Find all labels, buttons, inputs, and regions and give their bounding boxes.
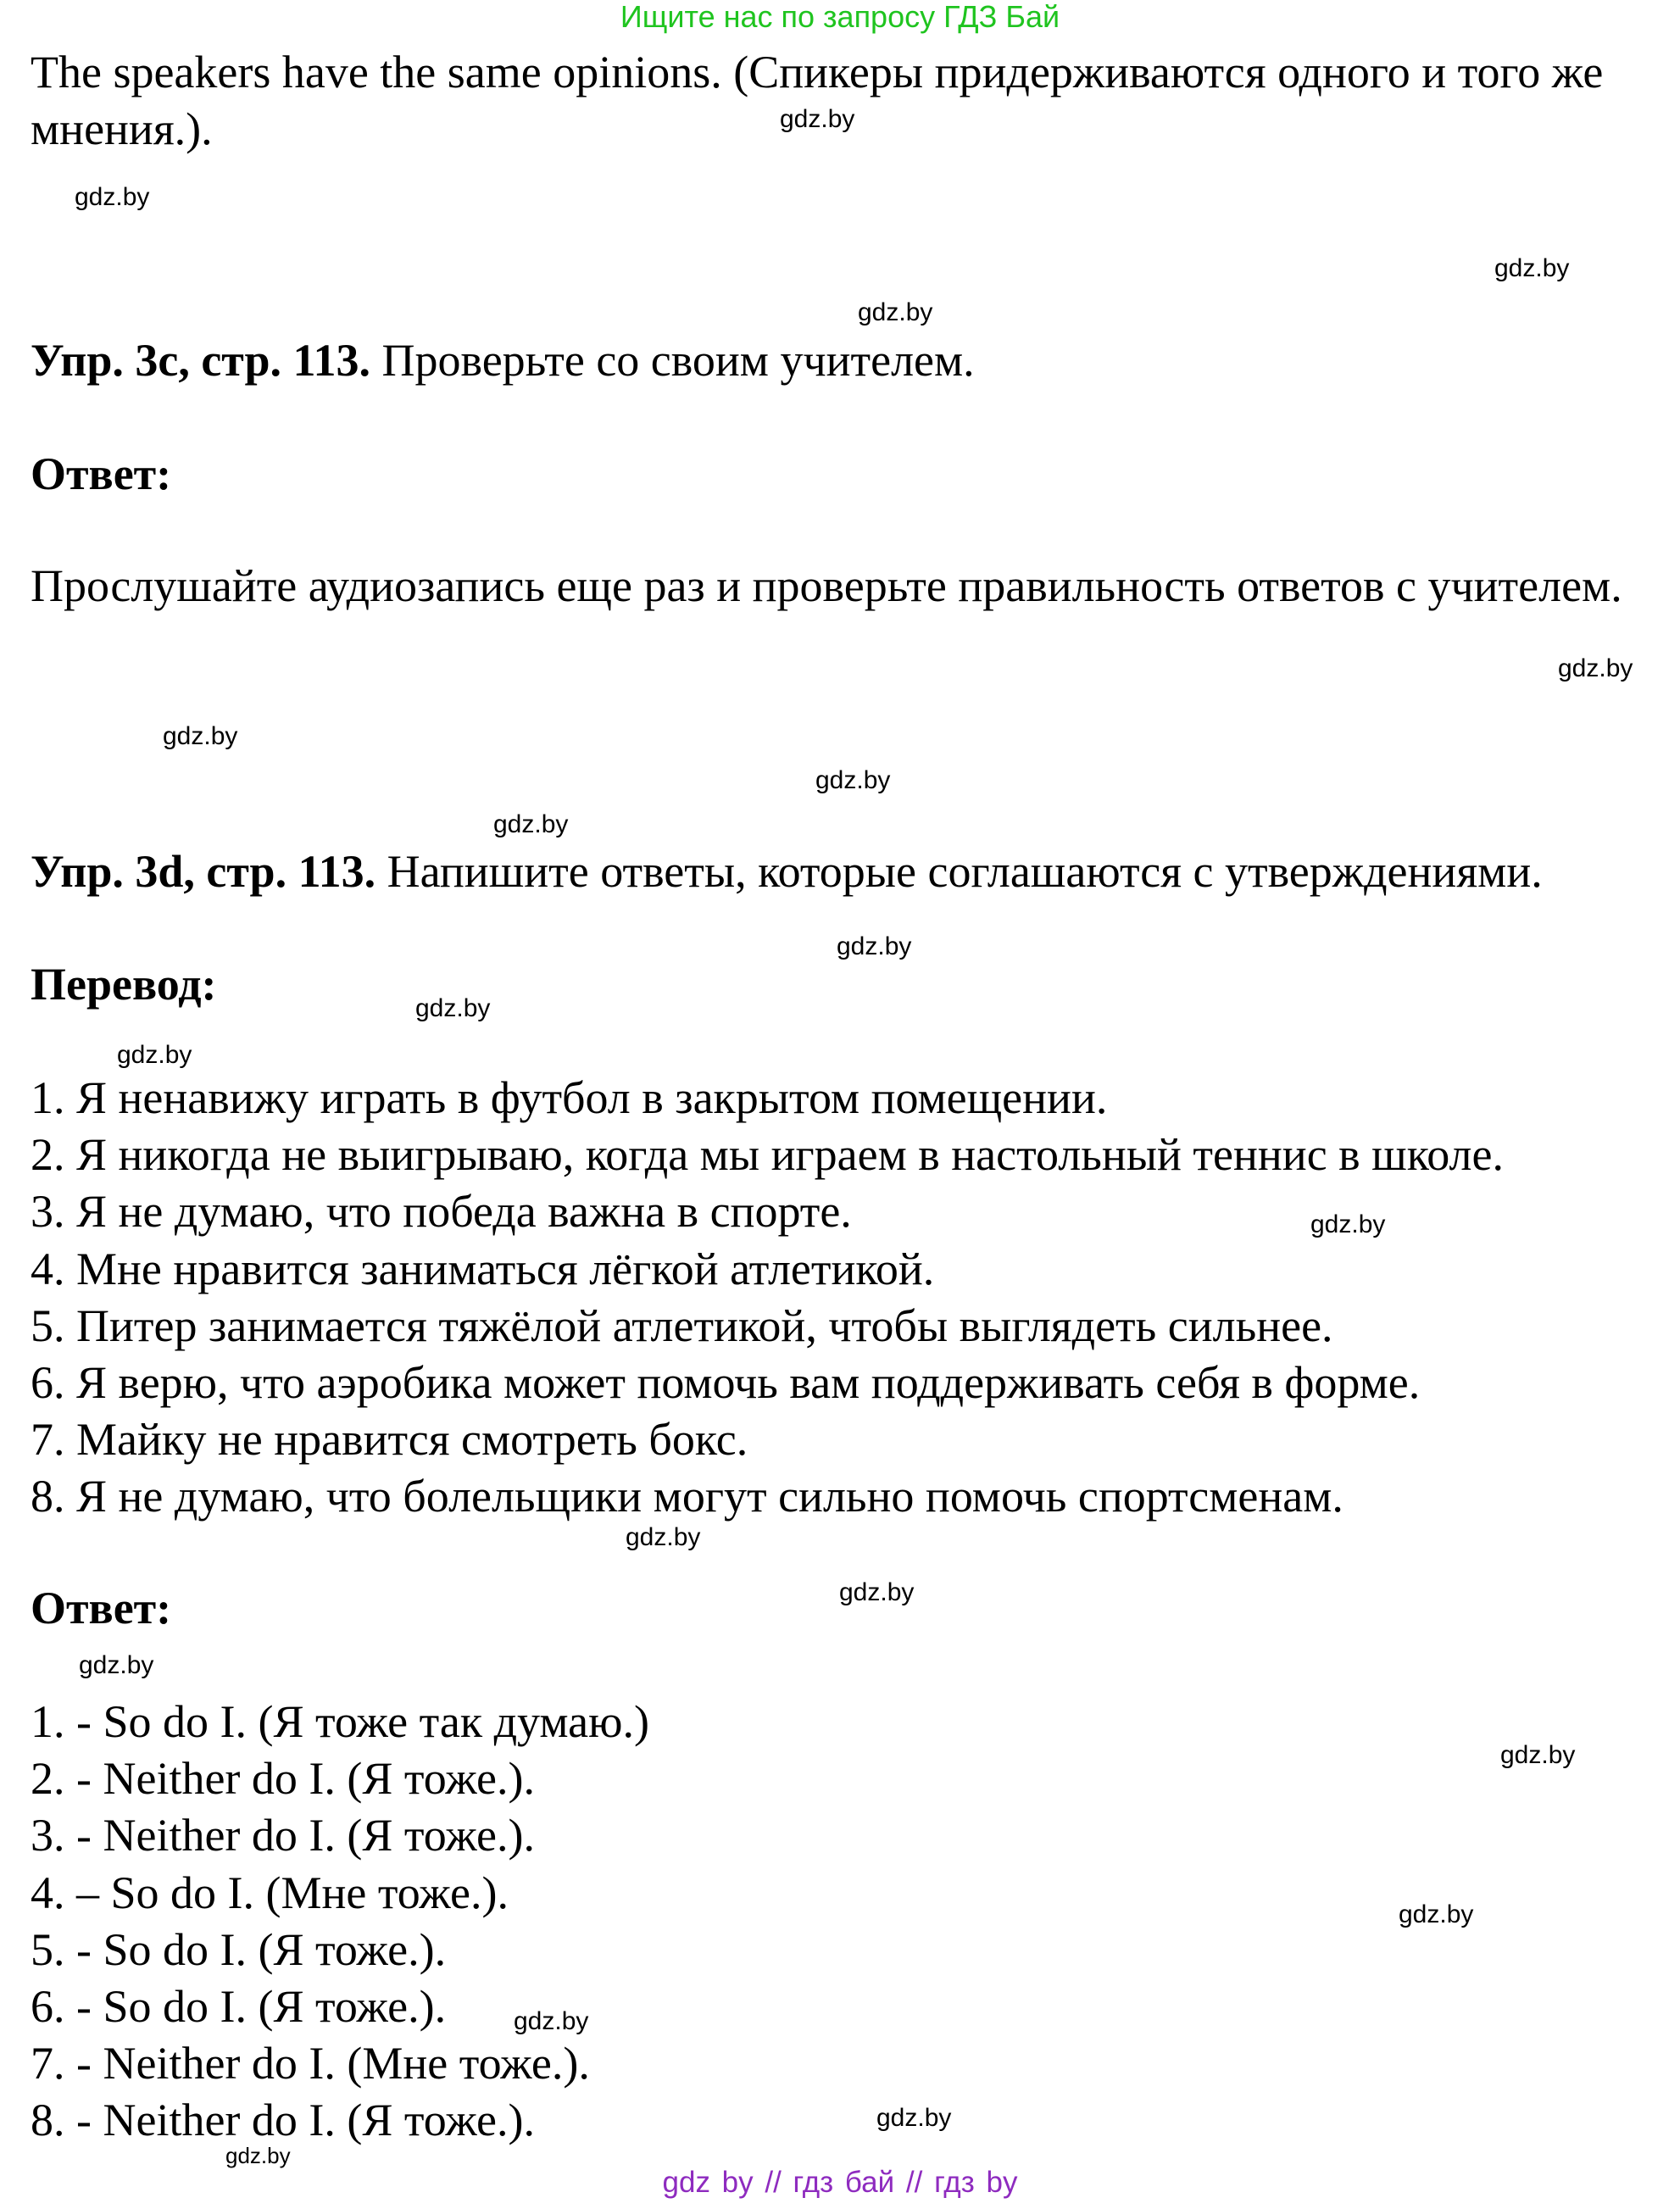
answer-list — [31, 1694, 649, 2150]
list-item: 4. Мне нравится заниматься лёгкой атлетикой. — [31, 1243, 935, 1294]
watermark: gdz.by — [1558, 654, 1633, 682]
exercise-3d-label: Упр. 3d, стр. 113. — [31, 846, 376, 897]
watermark: gdz.by — [163, 722, 238, 750]
list-item: 6. Я верю, что аэробика может помочь вам поддерживать себя в форме. — [31, 1357, 1421, 1409]
list-item: 5. - So do I. (Я тоже.). — [31, 1923, 447, 1975]
list-item: 2. Я никогда не выигрываю, когда мы играем в настольный теннис в школе. — [31, 1129, 1504, 1181]
watermark: gdz.by — [815, 766, 891, 794]
list-item: 3. Я не думаю, что победа важна в спорте. — [31, 1186, 852, 1238]
exercise-3c-answer-heading: Ответ: — [31, 448, 172, 499]
exercise-3c-answer-text: Прослушайте аудиозапись еще раз и проверьте правильность ответов с учителем. — [31, 560, 1622, 611]
exercise-3d-heading — [31, 843, 1543, 900]
intro-paragraph: The speakers have the same opinions. (Спикеры придерживаются одного и того же мнения.). — [31, 47, 1604, 154]
watermark: gdz.by — [225, 2143, 291, 2168]
watermark: gdz.by — [79, 1651, 154, 1679]
exercise-3d-task: Напишите ответы, которые соглашаются с утверждениями. — [387, 846, 1543, 897]
footer-watermark: gdz by // гдз бай // гдз by — [662, 2166, 1018, 2199]
list-item: 6. - So do I. (Я тоже.). — [31, 1981, 447, 2033]
list-item: 8. Я не думаю, что болельщики могут сильно помочь спортсменам. — [31, 1471, 1343, 1522]
list-item: 1. - So do I. (Я тоже так думаю.) — [31, 1696, 649, 1747]
watermark: gdz.by — [514, 2007, 589, 2035]
watermark: gdz.by — [493, 810, 569, 838]
watermark: gdz.by — [626, 1523, 701, 1551]
watermark: gdz.by — [876, 2104, 952, 2132]
translation-heading: Перевод: — [31, 959, 217, 1010]
watermark: gdz.by — [780, 105, 855, 133]
list-item: 4. – So do I. (Мне тоже.). — [31, 1867, 509, 1918]
exercise-3c-heading — [31, 332, 975, 389]
watermark: gdz.by — [415, 994, 491, 1022]
watermark: gdz.by — [1494, 254, 1570, 282]
translation-list — [31, 1070, 1504, 1526]
list-item: 3. - Neither do I. (Я тоже.). — [31, 1810, 535, 1861]
list-item: 2. - Neither do I. (Я тоже.). — [31, 1753, 535, 1805]
exercise-3c-task: Проверьте со своим учителем. — [381, 335, 975, 386]
list-item: 8. - Neither do I. (Я тоже.). — [31, 2095, 535, 2146]
watermark: gdz.by — [1399, 1900, 1474, 1928]
search-banner: Ищите нас по запросу ГДЗ Бай — [620, 0, 1060, 34]
list-item: 7. Майку не нравится смотреть бокс. — [31, 1414, 748, 1466]
watermark: gdz.by — [858, 298, 933, 326]
watermark: gdz.by — [75, 183, 150, 211]
list-item: 5. Питер занимается тяжёлой атлетикой, чтобы выглядеть сильнее. — [31, 1299, 1333, 1351]
watermark: gdz.by — [1310, 1210, 1386, 1238]
watermark: gdz.by — [837, 932, 912, 960]
exercise-3d-answer-heading: Ответ: — [31, 1583, 172, 1633]
watermark: gdz.by — [117, 1041, 192, 1069]
exercise-3c-label: Упр. 3c, стр. 113. — [31, 335, 371, 386]
list-item: 1. Я ненавижу играть в футбол в закрытом помещении. — [31, 1072, 1108, 1123]
watermark: gdz.by — [1500, 1741, 1576, 1769]
watermark: gdz.by — [839, 1578, 915, 1606]
list-item: 7. - Neither do I. (Мне тоже.). — [31, 2038, 590, 2089]
